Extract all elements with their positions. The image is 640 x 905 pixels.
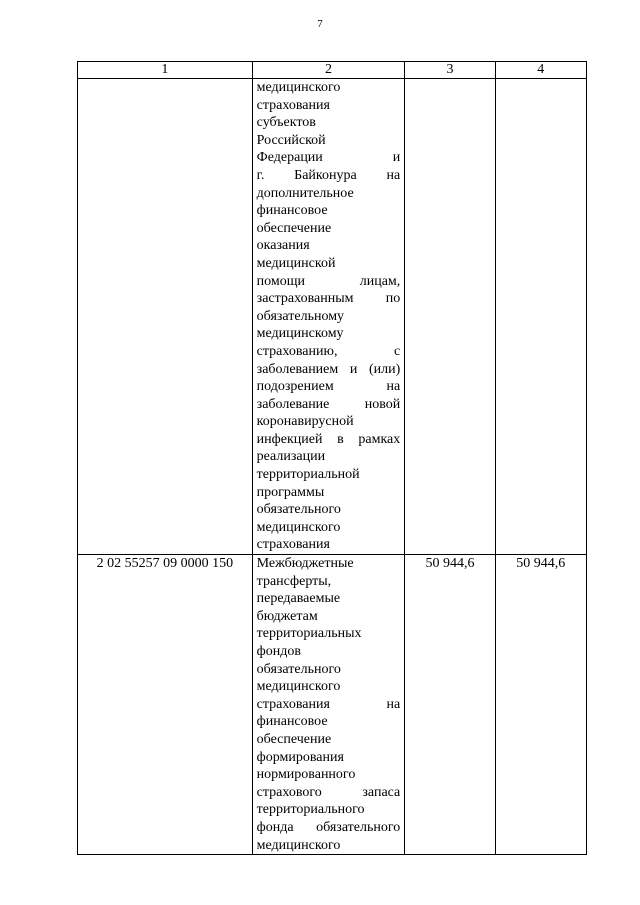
text-line [257,749,401,767]
word: передаваемые [256,591,341,607]
text-line [257,431,401,449]
table-row [78,555,587,855]
word: страхованию, [256,343,338,359]
text-line [257,608,401,626]
budget-table [77,61,587,855]
text-line [257,784,401,802]
word: Байконура [294,167,357,183]
text-line [257,149,401,167]
text-line [257,220,401,238]
text-line [257,308,401,326]
word: трансферты, [256,573,332,589]
text-line [257,132,401,150]
word: помощи [256,273,306,289]
text-line [257,713,401,731]
word: медицинского [256,80,341,95]
text-line [257,731,401,749]
text-line [257,484,401,502]
word: заболевание [256,396,330,412]
text-line [257,448,401,466]
text-line [257,343,401,361]
word: Российской [256,132,326,148]
text-line [257,625,401,643]
word: страхового [256,784,322,800]
text-line [257,167,401,185]
word: в [337,431,344,447]
word: страхования [256,97,330,113]
word: медицинского [256,837,341,853]
word: нормированного [256,767,356,783]
word: обязательного [256,502,341,518]
word: Федерации [256,150,323,166]
word: запаса [362,784,401,800]
word: фондов [256,644,301,659]
word: бюджетам [256,608,318,624]
word: фонда [256,819,294,835]
word: и [349,361,358,377]
column-header-4: 4 [495,62,586,79]
revenue-name-cell [252,555,405,855]
text-line [257,202,401,220]
text-line [257,555,401,573]
word: дополнительное [256,185,354,201]
word: программы [256,484,325,500]
text-line [257,536,401,554]
word: на [386,167,401,183]
text-line [257,819,401,837]
word: территориальных [256,626,362,642]
word: медицинскому [256,326,344,342]
word: по [385,291,401,307]
word: формирования [256,749,344,765]
column-header-1: 1 [78,62,253,79]
word: лицам, [359,273,401,289]
text-line [257,237,401,255]
text-line [257,396,401,414]
text-line [257,325,401,343]
word: медицинского [256,519,341,535]
text-line [257,837,401,855]
text-line [257,766,401,784]
word: на [386,379,401,395]
word: страхования [256,537,330,553]
text-line [257,643,401,661]
word: на [386,696,401,712]
word: подозрением [256,379,334,395]
word: финансовое [256,203,328,219]
word: обеспечение [256,731,332,747]
word: субъектов [256,115,316,131]
word: и [392,150,401,166]
text-line [257,519,401,537]
text-line [257,590,401,608]
text-line [257,290,401,308]
word: инфекцией [256,431,323,447]
text-line [257,97,401,115]
classification-code-cell [78,79,253,555]
word: страхования [256,696,330,712]
word: обязательного [316,819,401,835]
amount-cell-col4 [495,79,586,555]
word: (или) [368,361,401,377]
word: финансовое [256,714,328,730]
word: рамках [358,431,401,447]
text-line [257,255,401,273]
word: медицинской [256,255,336,271]
text-line [257,501,401,519]
word: обеспечение [256,220,332,236]
text-line [257,273,401,291]
word: с [394,343,401,359]
word: оказания [256,238,310,254]
table-row [78,79,587,555]
amount-cell-col4: 50 944,6 [495,555,586,855]
text-line [257,678,401,696]
text-line [257,361,401,379]
word: реализации [256,449,326,465]
word: застрахованным [256,291,354,307]
amount-cell-col3: 50 944,6 [405,555,495,855]
text-line [257,79,401,97]
word: Межбюджетные [256,556,354,572]
word: новой [364,396,401,412]
text-line [257,661,401,679]
amount-cell-col3 [405,79,495,555]
text-line [257,801,401,819]
text-line [257,413,401,431]
text-line [257,696,401,714]
text-line [257,185,401,203]
text-line [257,114,401,132]
page-number: 7 [317,18,323,30]
word: медицинского [256,679,341,695]
text-line [257,466,401,484]
word: заболеванием [256,361,339,377]
word: г. [256,167,265,183]
column-header-3: 3 [405,62,495,79]
word: территориального [256,802,365,818]
table-header-row [78,62,587,79]
word: коронавирусной [256,414,354,430]
word: территориальной [256,467,360,483]
column-header-2: 2 [252,62,405,79]
classification-code-cell: 2 02 55257 09 0000 150 [78,555,253,855]
word: обязательного [256,661,341,677]
text-line [257,573,401,591]
text-line [257,378,401,396]
revenue-name-cell [252,79,405,555]
word: обязательному [256,308,345,324]
